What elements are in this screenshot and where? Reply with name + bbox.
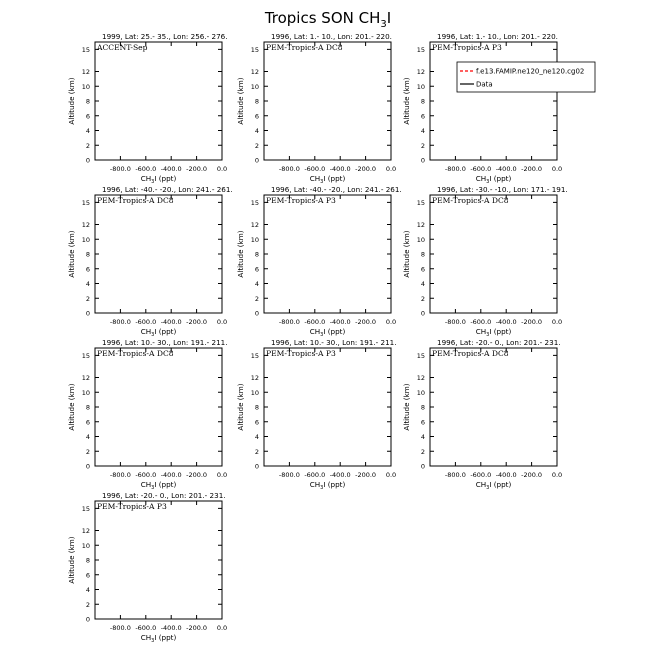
campaign-label: PEM-Tropics-A DC8 <box>97 349 174 358</box>
x-tick-label: -800.0 <box>109 624 131 632</box>
x-axis-label: $CH_3I$ (ppt) <box>140 174 177 185</box>
y-tick-label: 10 <box>81 388 90 397</box>
x-axis-label: $CH_3I$ (ppt) <box>475 327 512 338</box>
y-tick-label: 15 <box>250 351 259 360</box>
plot-frame <box>264 195 391 313</box>
x-tick-label: -400.0 <box>329 318 351 326</box>
panel-header: 1996, Lat: 10.- 30., Lon: 191.- 211. <box>102 338 228 347</box>
campaign-label: PEM-Tropics-A P3 <box>432 43 502 52</box>
y-tick-label: 8 <box>254 403 259 412</box>
y-tick-label: 6 <box>254 418 259 427</box>
x-tick-label: -600.0 <box>135 318 157 326</box>
x-tick-label: -400.0 <box>160 624 182 632</box>
y-tick-label: 8 <box>85 97 90 106</box>
campaign-label: ACCENT-Sep <box>97 43 148 52</box>
y-tick-label: 8 <box>85 250 90 259</box>
plot-frame <box>264 348 391 466</box>
y-tick-label: 15 <box>416 45 425 54</box>
x-tick-label: -200.0 <box>186 471 208 479</box>
y-tick-label: 12 <box>416 68 425 76</box>
legend-label-1: f.e13.FAMIP.ne120_ne120.cg02 <box>476 67 585 76</box>
chart-panel-4 <box>67 185 233 338</box>
y-tick-label: 6 <box>85 112 90 121</box>
y-tick-label: 4 <box>254 280 259 288</box>
x-tick-label: -600.0 <box>135 624 157 632</box>
x-tick-label: -200.0 <box>186 318 208 326</box>
x-axis-label: $CH_3I$ (ppt) <box>309 174 346 185</box>
y-tick-label: 8 <box>85 556 90 565</box>
y-tick-label: 0 <box>85 615 90 624</box>
campaign-label: PEM-Tropics-A DC8 <box>266 43 343 52</box>
x-tick-label: -400.0 <box>160 165 182 173</box>
x-tick-label: -400.0 <box>160 318 182 326</box>
panel-header: 1996, Lat: 10.- 30., Lon: 191.- 211. <box>271 338 397 347</box>
x-tick-label: -800.0 <box>444 318 466 326</box>
chart-panel-8 <box>236 338 397 491</box>
x-tick-label: -800.0 <box>278 318 300 326</box>
y-tick-label: 10 <box>81 82 90 91</box>
x-tick-label: -800.0 <box>278 165 300 173</box>
y-tick-label: 4 <box>420 433 425 441</box>
y-tick-label: 10 <box>81 235 90 244</box>
x-axis-label: $CH_3I$ (ppt) <box>309 327 346 338</box>
x-tick-label: -200.0 <box>355 471 377 479</box>
y-tick-label: 2 <box>85 600 90 609</box>
y-tick-label: 2 <box>420 294 425 303</box>
y-tick-label: 15 <box>416 351 425 360</box>
x-tick-label: 0.0 <box>551 318 563 326</box>
y-tick-label: 15 <box>81 45 90 54</box>
x-tick-label: -400.0 <box>495 471 517 479</box>
panel-header: 1999, Lat: 25.- 35., Lon: 256.- 276. <box>102 32 228 41</box>
panel-header: 1996, Lat: -20.- 0., Lon: 201.- 231. <box>102 491 226 500</box>
x-tick-label: -800.0 <box>109 471 131 479</box>
plot-frame <box>264 42 391 160</box>
y-tick-label: 0 <box>254 309 259 318</box>
y-tick-label: 8 <box>420 250 425 259</box>
y-axis-label: Altitude (km) <box>67 77 76 125</box>
y-tick-label: 0 <box>85 156 90 165</box>
y-tick-label: 4 <box>420 280 425 288</box>
y-axis-label: Altitude (km) <box>236 230 245 278</box>
y-tick-label: 2 <box>420 141 425 150</box>
y-tick-label: 0 <box>420 462 425 471</box>
y-axis-label: Altitude (km) <box>236 77 245 125</box>
y-tick-label: 6 <box>85 571 90 580</box>
y-tick-label: 10 <box>81 541 90 550</box>
x-tick-label: -200.0 <box>355 165 377 173</box>
legend-label-2: Data <box>476 80 493 89</box>
x-axis-label: $CH_3I$ (ppt) <box>475 480 512 491</box>
x-tick-label: -200.0 <box>186 624 208 632</box>
x-tick-label: -200.0 <box>186 165 208 173</box>
x-tick-label: -800.0 <box>109 165 131 173</box>
panel-header: 1996, Lat: -40.- -20., Lon: 241.- 261. <box>102 185 233 194</box>
y-axis-label: Altitude (km) <box>67 383 76 431</box>
y-tick-label: 10 <box>250 82 259 91</box>
x-tick-label: -800.0 <box>444 165 466 173</box>
y-tick-label: 4 <box>85 586 90 594</box>
y-tick-label: 12 <box>81 374 90 382</box>
y-tick-label: 8 <box>254 250 259 259</box>
x-tick-label: 0.0 <box>216 624 228 632</box>
y-tick-label: 2 <box>85 294 90 303</box>
y-axis-label: Altitude (km) <box>402 230 411 278</box>
y-tick-label: 12 <box>250 374 259 382</box>
y-tick-label: 4 <box>85 280 90 288</box>
x-tick-label: 0.0 <box>385 165 397 173</box>
y-tick-label: 10 <box>250 388 259 397</box>
y-axis-label: Altitude (km) <box>402 383 411 431</box>
y-tick-label: 8 <box>254 97 259 106</box>
y-tick-label: 8 <box>420 97 425 106</box>
x-tick-label: -400.0 <box>329 471 351 479</box>
y-tick-label: 4 <box>85 127 90 135</box>
x-tick-label: -600.0 <box>470 318 492 326</box>
y-tick-label: 0 <box>254 462 259 471</box>
campaign-label: PEM-Tropics-A DC8 <box>97 196 174 205</box>
y-tick-label: 15 <box>81 198 90 207</box>
campaign-label: PEM-Tropics-A DC8 <box>432 196 509 205</box>
x-tick-label: 0.0 <box>216 165 228 173</box>
x-tick-label: -400.0 <box>495 318 517 326</box>
y-tick-label: 6 <box>254 265 259 274</box>
y-tick-label: 8 <box>85 403 90 412</box>
y-tick-label: 0 <box>85 462 90 471</box>
x-tick-label: -200.0 <box>521 471 543 479</box>
plot-frame <box>430 195 557 313</box>
y-tick-label: 4 <box>254 433 259 441</box>
x-tick-label: 0.0 <box>216 318 228 326</box>
plot-frame <box>95 42 222 160</box>
campaign-label: PEM-Tropics-A P3 <box>266 349 336 358</box>
y-tick-label: 10 <box>250 235 259 244</box>
y-tick-label: 10 <box>416 235 425 244</box>
y-tick-label: 12 <box>81 221 90 229</box>
x-tick-label: -200.0 <box>521 318 543 326</box>
chart-panel-10 <box>67 491 227 644</box>
x-tick-label: 0.0 <box>385 318 397 326</box>
y-tick-label: 0 <box>254 156 259 165</box>
y-axis-label: Altitude (km) <box>67 230 76 278</box>
y-axis-label: Altitude (km) <box>402 77 411 125</box>
y-tick-label: 2 <box>85 447 90 456</box>
y-tick-label: 6 <box>85 418 90 427</box>
y-tick-label: 15 <box>250 198 259 207</box>
chart-panel-9 <box>402 338 562 491</box>
x-tick-label: -600.0 <box>135 165 157 173</box>
panel-header: 1996, Lat: -30.- -10., Lon: 171.- 191. <box>437 185 568 194</box>
panel-header: 1996, Lat: 1.- 10., Lon: 201.- 220. <box>437 32 558 41</box>
plot-frame <box>95 195 222 313</box>
y-tick-label: 10 <box>416 388 425 397</box>
figure-title: Tropics SON $CH_3I$ <box>264 9 392 30</box>
x-tick-label: 0.0 <box>551 471 563 479</box>
campaign-label: PEM-Tropics-A DC8 <box>432 349 509 358</box>
y-tick-label: 12 <box>416 221 425 229</box>
y-tick-label: 4 <box>420 127 425 135</box>
y-tick-label: 15 <box>250 45 259 54</box>
y-tick-label: 12 <box>416 374 425 382</box>
x-tick-label: -400.0 <box>160 471 182 479</box>
x-tick-label: -600.0 <box>304 318 326 326</box>
y-tick-label: 8 <box>420 403 425 412</box>
y-axis-label: Altitude (km) <box>236 383 245 431</box>
x-tick-label: 0.0 <box>551 165 563 173</box>
x-tick-label: -600.0 <box>304 471 326 479</box>
chart-panel-2 <box>236 32 396 185</box>
campaign-label: PEM-Tropics-A P3 <box>266 196 336 205</box>
y-tick-label: 2 <box>85 141 90 150</box>
y-tick-label: 2 <box>254 447 259 456</box>
x-tick-label: -800.0 <box>109 318 131 326</box>
x-tick-label: -600.0 <box>304 165 326 173</box>
y-tick-label: 15 <box>81 504 90 513</box>
y-tick-label: 6 <box>85 265 90 274</box>
x-axis-label: $CH_3I$ (ppt) <box>140 633 177 644</box>
x-tick-label: -800.0 <box>444 471 466 479</box>
x-tick-label: -600.0 <box>470 165 492 173</box>
x-axis-label: $CH_3I$ (ppt) <box>140 480 177 491</box>
y-tick-label: 10 <box>416 82 425 91</box>
chart-panel-3 <box>402 32 562 185</box>
y-tick-label: 6 <box>420 418 425 427</box>
panel-header: 1996, Lat: 1.- 10., Lon: 201.- 220. <box>271 32 392 41</box>
chart-panel-7 <box>67 338 228 491</box>
y-tick-label: 12 <box>250 68 259 76</box>
y-tick-label: 4 <box>85 433 90 441</box>
x-tick-label: -600.0 <box>470 471 492 479</box>
panel-header: 1996, Lat: -20.- 0., Lon: 201.- 231. <box>437 338 561 347</box>
x-tick-label: -400.0 <box>329 165 351 173</box>
x-axis-label: $CH_3I$ (ppt) <box>475 174 512 185</box>
panel-header: 1996, Lat: -40.- -20., Lon: 241.- 261. <box>271 185 402 194</box>
y-tick-label: 0 <box>85 309 90 318</box>
legend <box>457 62 595 92</box>
x-tick-label: -200.0 <box>355 318 377 326</box>
y-tick-label: 6 <box>420 265 425 274</box>
y-tick-label: 0 <box>420 309 425 318</box>
x-tick-label: 0.0 <box>216 471 228 479</box>
y-tick-label: 12 <box>81 68 90 76</box>
x-axis-label: $CH_3I$ (ppt) <box>140 327 177 338</box>
panels <box>67 32 568 644</box>
y-tick-label: 15 <box>416 198 425 207</box>
x-tick-label: 0.0 <box>385 471 397 479</box>
y-tick-label: 12 <box>250 221 259 229</box>
plot-frame <box>430 42 557 160</box>
plot-frame <box>430 348 557 466</box>
chart-panel-5 <box>236 185 402 338</box>
y-tick-label: 6 <box>254 112 259 121</box>
y-tick-label: 2 <box>254 294 259 303</box>
y-tick-label: 4 <box>254 127 259 135</box>
y-tick-label: 15 <box>81 351 90 360</box>
x-tick-label: -800.0 <box>278 471 300 479</box>
x-tick-label: -200.0 <box>521 165 543 173</box>
y-tick-label: 2 <box>420 447 425 456</box>
y-tick-label: 6 <box>420 112 425 121</box>
chart-panel-6 <box>402 185 568 338</box>
y-axis-label: Altitude (km) <box>67 536 76 584</box>
y-tick-label: 12 <box>81 527 90 535</box>
campaign-label: PEM-Tropics-A P3 <box>97 502 167 511</box>
x-tick-label: -400.0 <box>495 165 517 173</box>
plot-frame <box>95 501 222 619</box>
plot-frame <box>95 348 222 466</box>
y-tick-label: 0 <box>420 156 425 165</box>
chart-panel-1 <box>67 32 228 185</box>
x-tick-label: -600.0 <box>135 471 157 479</box>
x-axis-label: $CH_3I$ (ppt) <box>309 480 346 491</box>
y-tick-label: 2 <box>254 141 259 150</box>
